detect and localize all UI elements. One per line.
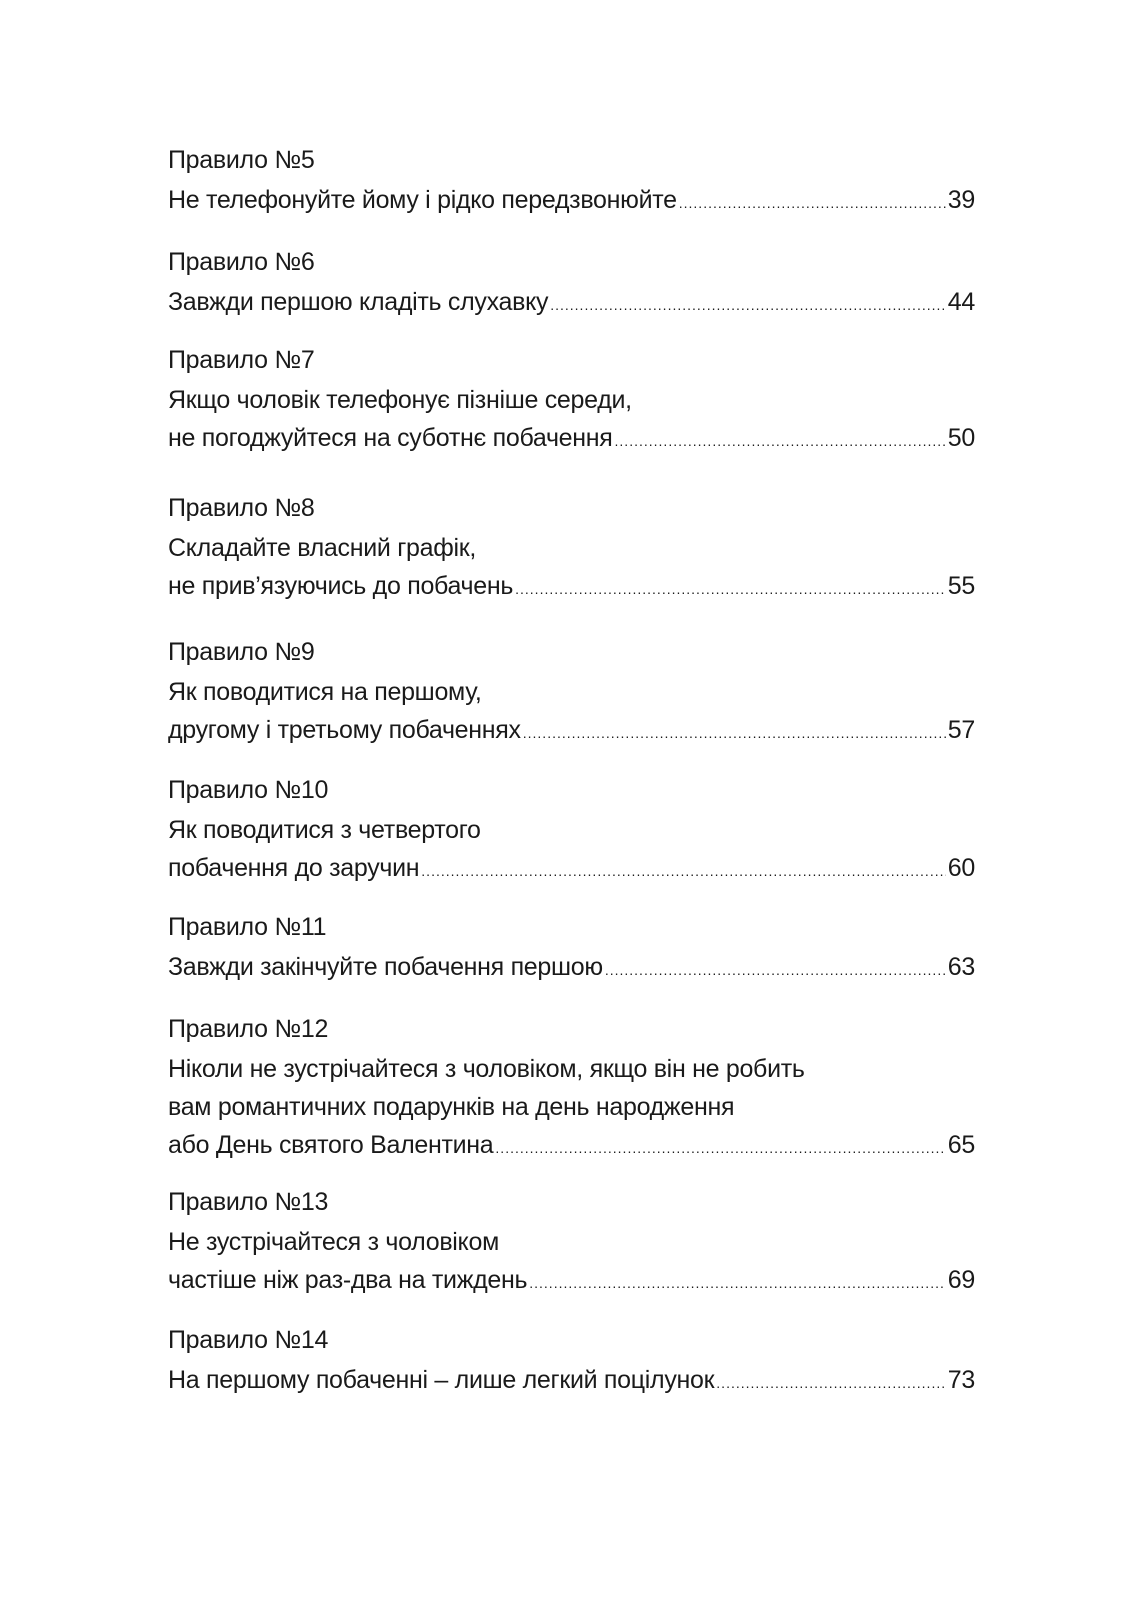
rule-title-text: Як поводитися на першому, [168, 678, 482, 706]
toc-entry [168, 906, 975, 986]
toc-entry [168, 139, 975, 219]
page-number: 73 [947, 1366, 975, 1394]
rule-title-text: не прив’язуючись до побачень [168, 572, 514, 600]
page-number: 55 [947, 572, 975, 600]
rule-heading: Правило №11 [168, 913, 327, 941]
rule-heading: Правило №14 [168, 1326, 329, 1354]
toc-entry [168, 1008, 975, 1164]
page-number: 39 [947, 186, 975, 214]
toc-entry [168, 487, 975, 605]
rule-title-line [168, 948, 975, 986]
dot-leader [605, 951, 946, 989]
rule-title-text: Як поводитися з четвертого [168, 816, 481, 844]
rule-title-text: або День святого Валентина [168, 1131, 494, 1159]
toc-entry [168, 1181, 975, 1299]
rule-title-text: На першому побаченні – лише легкий поцілунок [168, 1366, 715, 1394]
dot-leader [550, 286, 946, 324]
rule-title-text: Завжди першою кладіть слухавку [168, 288, 549, 316]
toc-entry [168, 1319, 975, 1399]
page-number: 63 [947, 953, 975, 981]
rule-title-text: Складайте власний графік, [168, 534, 477, 562]
page-number: 44 [947, 288, 975, 316]
rule-heading: Правило №8 [168, 494, 315, 522]
page-number: 60 [947, 854, 975, 882]
rule-title-line [168, 673, 975, 711]
rule-title-text: другому і третьому побаченнях [168, 716, 521, 744]
page-number: 57 [947, 716, 975, 744]
rule-title-text: вам романтичних подарунків на день народження [168, 1093, 735, 1121]
rule-title-line [168, 283, 975, 321]
dot-leader [716, 1364, 945, 1402]
rule-heading: Правило №12 [168, 1015, 329, 1043]
rule-title-text: не погоджуйтеся на суботнє побачення [168, 424, 613, 452]
rule-title-line [168, 1223, 975, 1261]
rule-title-line [168, 181, 975, 219]
page-number: 69 [947, 1266, 975, 1294]
rule-title-line [168, 711, 975, 749]
toc-entry [168, 631, 975, 749]
rule-title-text: Ніколи не зустрічайтеся з чоловіком, якщо він не робить [168, 1055, 805, 1083]
rule-title-text: побачення до заручин [168, 854, 420, 882]
rule-title-line [168, 529, 975, 567]
rule-title-line [168, 1050, 975, 1088]
page-number: 65 [947, 1131, 975, 1159]
toc-entry [168, 339, 975, 457]
dot-leader [523, 714, 946, 752]
rule-title-text: Не зустрічайтеся з чоловіком [168, 1228, 499, 1256]
rule-title-line [168, 381, 975, 419]
rule-heading: Правило №10 [168, 776, 329, 804]
rule-title-text: Не телефонуйте йому і рідко передзвонюйте [168, 186, 677, 214]
dot-leader [515, 570, 946, 608]
rule-heading: Правило №5 [168, 146, 315, 174]
toc-entry [168, 241, 975, 321]
rule-heading: Правило №7 [168, 346, 315, 374]
page-number: 50 [947, 424, 975, 452]
rule-heading: Правило №6 [168, 248, 315, 276]
dot-leader [421, 852, 945, 890]
rule-title-line [168, 1088, 975, 1126]
dot-leader [615, 422, 946, 460]
rule-title-line [168, 1261, 975, 1299]
rule-title-line [168, 811, 975, 849]
rule-title-line [168, 419, 975, 457]
rule-title-text: частіше ніж раз-два на тиждень [168, 1266, 528, 1294]
rule-title-text: Якщо чоловік телефонує пізніше середи, [168, 386, 632, 414]
toc-entry [168, 769, 975, 887]
rule-heading: Правило №9 [168, 638, 315, 666]
dot-leader [529, 1264, 946, 1302]
dot-leader [495, 1129, 945, 1167]
dot-leader [679, 184, 946, 222]
rule-title-line [168, 1361, 975, 1399]
rule-title-line [168, 567, 975, 605]
rule-heading: Правило №13 [168, 1188, 329, 1216]
rule-title-text: Завжди закінчуйте побачення першою [168, 953, 603, 981]
rule-title-line [168, 1126, 975, 1164]
rule-title-line [168, 849, 975, 887]
